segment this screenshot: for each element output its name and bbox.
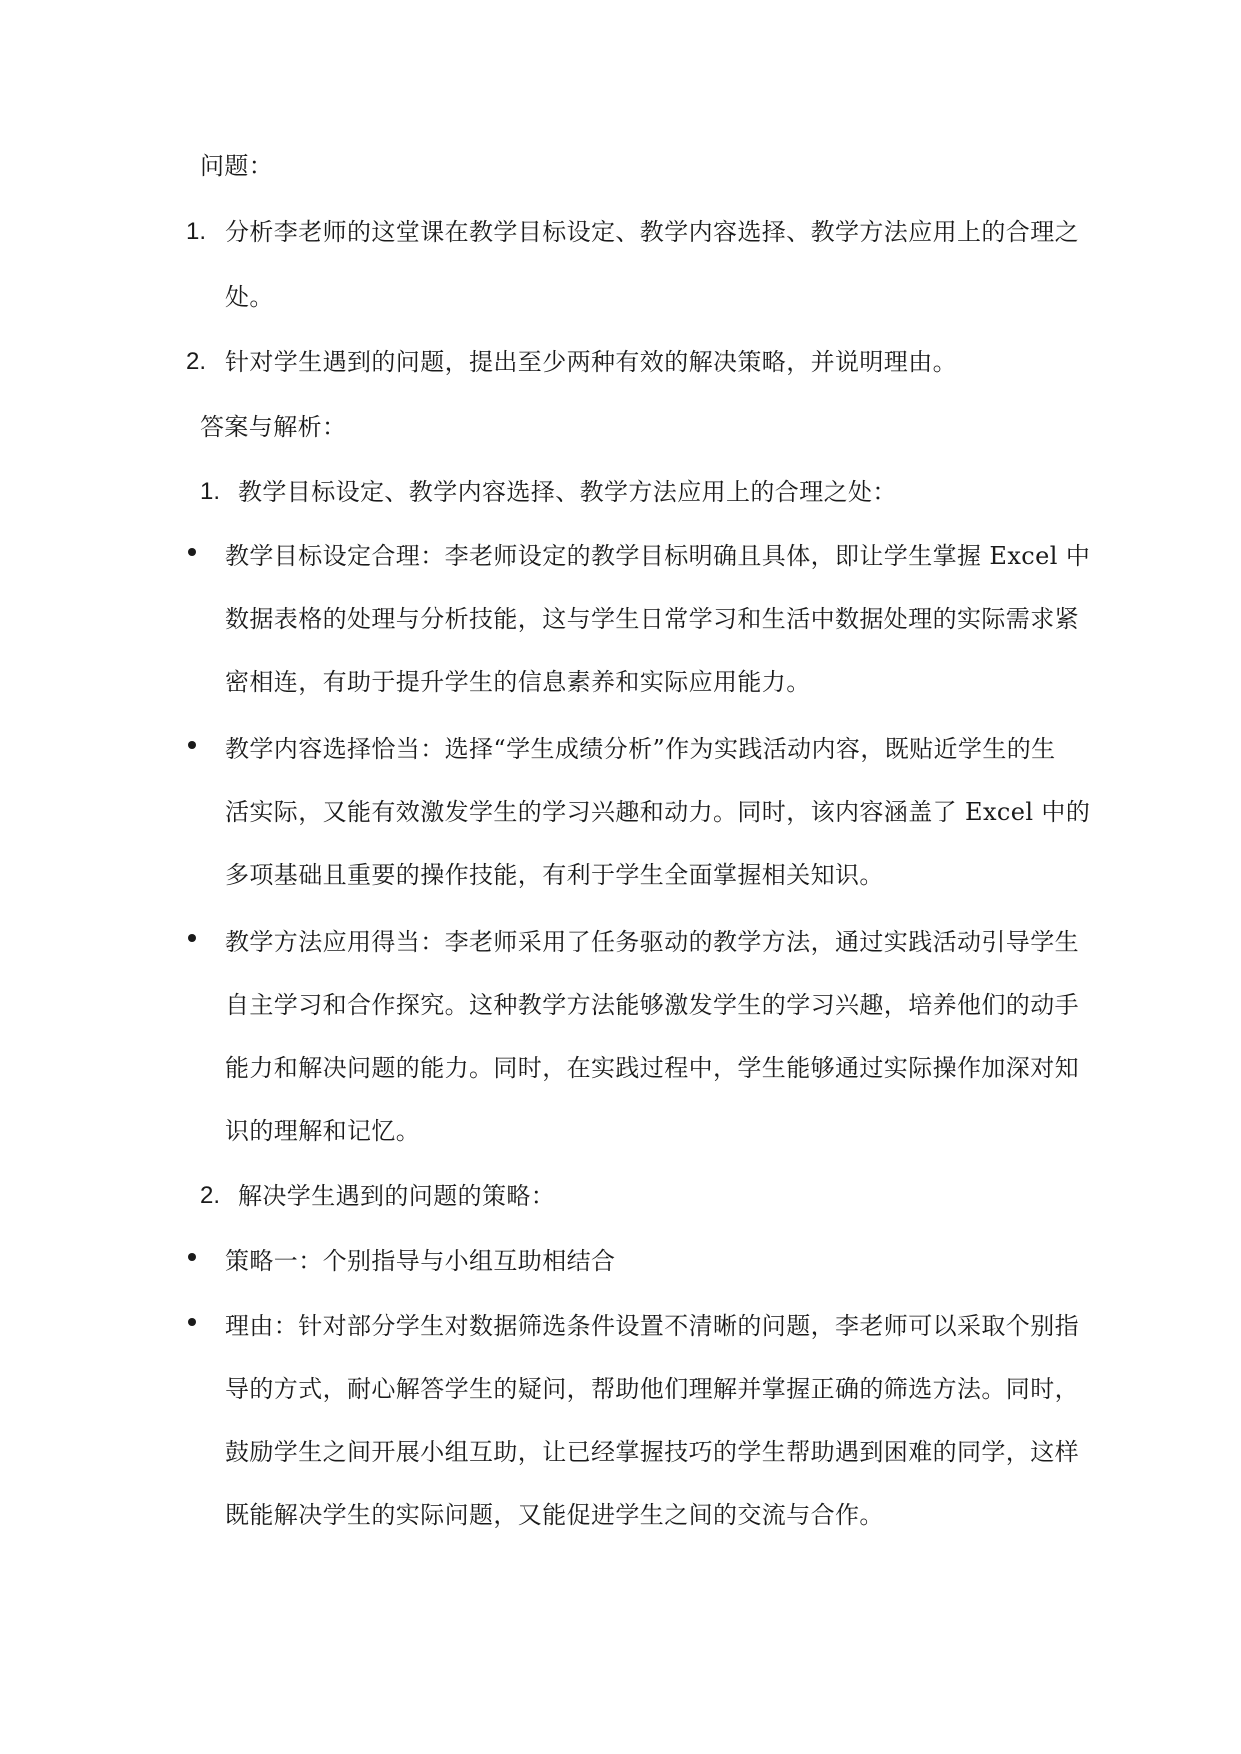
section-title: 解决学生遇到的问题的策略： [238,1182,556,1210]
bullet-text-line: 能力和解决问题的能力。同时，在实践过程中，学生能够通过实际操作加深对知 [225,1054,1079,1082]
bullet-text-line: 理由：针对部分学生对数据筛选条件设置不清晰的问题，李老师可以采取个别指 [225,1312,1079,1340]
bullet-text-line: 导的方式，耐心解答学生的疑问，帮助他们理解并掌握正确的筛选方法。同时， [225,1375,1079,1403]
bullet-text-line: 教学目标设定合理：李老师设定的教学目标明确且具体，即让学生掌握 Excel 中 [225,542,1091,570]
bullet-text-line: 既能解决学生的实际问题，又能促进学生之间的交流与合作。 [225,1501,884,1529]
bullet-icon [188,934,196,942]
bullet-text-line: 密相连，有助于提升学生的信息素养和实际应用能力。 [225,668,811,696]
bullet-text-line: 活实际，又能有效激发学生的学习兴趣和动力。同时，该内容涵盖了 Excel 中的 [225,798,1091,826]
bullet-icon [188,1253,196,1261]
bullet-text-line: 鼓励学生之间开展小组互助，让已经掌握技巧的学生帮助遇到困难的同学，这样 [225,1438,1079,1466]
bullet-text-line: 数据表格的处理与分析技能，这与学生日常学习和生活中数据处理的实际需求紧 [225,605,1079,633]
bullet-text-line: 识的理解和记忆。 [225,1117,421,1145]
question-text-line: 分析李老师的这堂课在教学目标设定、教学内容选择、教学方法应用上的合理之 [225,218,1079,246]
answers-heading: 答案与解析： [200,413,347,441]
section-number: 2. [200,1182,221,1209]
bullet-text-line: 教学方法应用得当：李老师采用了任务驱动的教学方法，通过实践活动引导学生 [225,928,1079,956]
bullet-text-line: 策略一：个别指导与小组互助相结合 [225,1247,616,1275]
question-text-line: 针对学生遇到的问题，提出至少两种有效的解决策略，并说明理由。 [225,348,957,376]
bullet-text-line: 自主学习和合作探究。这种教学方法能够激发学生的学习兴趣，培养他们的动手 [225,991,1079,1019]
bullet-icon [188,741,196,749]
bullet-icon [188,548,196,556]
questions-heading: 问题： [200,152,274,180]
question-number: 2. [186,348,207,375]
question-text-line: 处。 [225,283,274,311]
bullet-text-line: 多项基础且重要的操作技能，有利于学生全面掌握相关知识。 [225,861,884,889]
question-number: 1. [186,218,207,245]
section-number: 1. [200,478,221,505]
section-title: 教学目标设定、教学内容选择、教学方法应用上的合理之处： [238,478,897,506]
bullet-text-line: 教学内容选择恰当：选择“学生成绩分析”作为实践活动内容，既贴近学生的生 [225,735,1056,763]
bullet-icon [188,1318,196,1326]
